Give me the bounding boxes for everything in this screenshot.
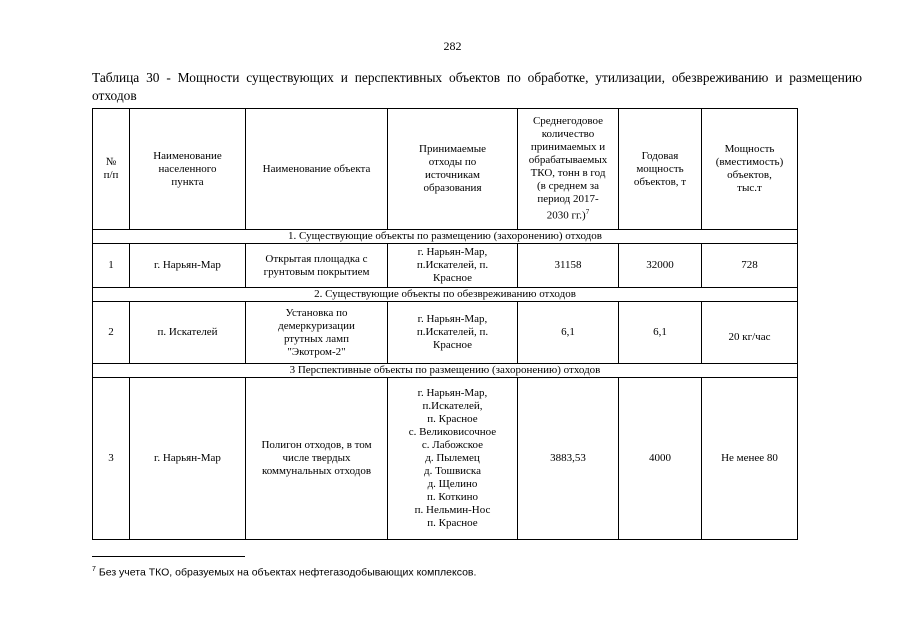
cell-settlement: п. Искателей [130,302,246,364]
header-capacity: Мощность (вместимость) объектов, тыс.т [702,109,798,230]
cell-settlement: г. Нарьян-Мар [130,244,246,288]
cell-capacity: 20 кг/час [702,302,798,364]
footnote-ref: 7 [585,208,590,217]
cell-num: 1 [93,244,130,288]
section-row [93,230,798,244]
header-avg-qty-text: Среднегодовое количество принимаемых и обрабатываемых ТКО, тонн в год (в среднем за период 2017- 2030 гг.) [528,115,608,222]
table-row [93,244,798,288]
table-row [93,378,798,540]
footnote [92,566,476,579]
header-object: Наименование объекта [246,109,388,230]
cell-annual-capacity: 6,1 [619,302,702,364]
section-title: 2. Существующие объекты по обезвреживанию отходов [93,288,798,302]
cell-num: 2 [93,302,130,364]
table-row [93,302,798,364]
capacity-table [92,108,798,540]
cell-capacity: 728 [702,244,798,288]
cell-capacity: Не менее 80 [702,378,798,540]
page-number: 282 [443,39,462,53]
cell-object: Установка по демеркуризации ртутных ламп "Экотром-2" [246,302,388,364]
cell-settlement: г. Нарьян-Мар [130,378,246,540]
header-annual-capacity: Годовая мощность объектов, т [619,109,702,230]
table-caption: Таблица 30 - Мощности существующих и перспективных объектов по обработке, утилизации, обезвреживанию и размещению отходов [92,70,862,103]
footnote-divider [92,556,245,557]
cell-annual-capacity: 4000 [619,378,702,540]
section-title: 3 Перспективные объекты по размещению (захоронению) отходов [93,364,798,378]
cell-num: 3 [93,378,130,540]
section-title: 1. Существующие объекты по размещению (захоронению) отходов [93,230,798,244]
cell-object: Открытая площадка с грунтовым покрытием [246,244,388,288]
cell-annual-capacity: 32000 [619,244,702,288]
header-avg-qty [518,109,619,230]
footnote-text: Без учета ТКО, образуемых на объектах нефтегазодобывающих комплексов. [95,566,477,579]
header-row [93,109,798,230]
cell-waste: г. Нарьян-Мар, п.Искателей, п. Красное [388,302,518,364]
section-row [93,364,798,378]
header-num: № п/п [93,109,130,230]
cell-avg-qty: 31158 [518,244,619,288]
header-waste: Принимаемые отходы по источникам образования [388,109,518,230]
section-row [93,288,798,302]
footnote-mark: 7 [92,566,96,573]
cell-waste: г. Нарьян-Мар, п.Искателей, п. Красное [388,244,518,288]
cell-object: Полигон отходов, в том числе твердых коммунальных отходов [246,378,388,540]
cell-avg-qty: 3883,53 [518,378,619,540]
cell-avg-qty: 6,1 [518,302,619,364]
cell-waste: г. Нарьян-Мар, п.Искателей, п. Красное с. Великовисочное с. Лабожское д. Пылемец д. Тошвиска д. Щелино п. Коткино п. Нельмин-Нос п. Красное [388,378,518,540]
header-settlement: Наименование населенного пункта [130,109,246,230]
